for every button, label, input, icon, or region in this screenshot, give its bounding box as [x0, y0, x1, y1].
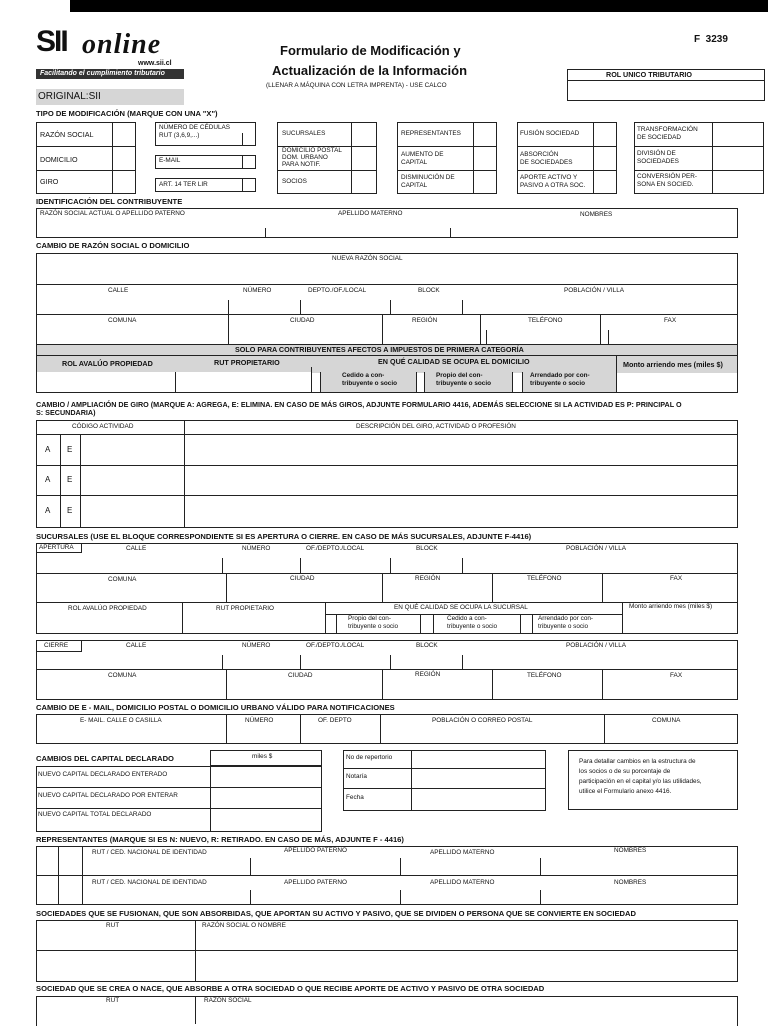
suc-depto: OF./DEPTO./LOCAL	[306, 545, 365, 552]
form-subtitle: (LLENAR A MÁQUINA CON LETRA IMPRENTA) - USE CALCO	[266, 82, 447, 89]
check-propio[interactable]	[417, 373, 424, 392]
capital-repertorio: No de repertorio	[346, 754, 393, 761]
tipo-conversion-2: SONA EN SOCIED.	[637, 181, 694, 188]
logo-sii: SII	[36, 25, 67, 58]
email-title: CAMBIO DE E - MAIL, DOMICILIO POSTAL O DOMICILIO URBANO VÁLIDO PARA NOTIFICACIONES	[36, 703, 395, 712]
check-division[interactable]	[713, 147, 763, 170]
repr-rut-input-2[interactable]	[83, 890, 249, 904]
telefono-input[interactable]	[487, 326, 599, 343]
cambio-arrendado-1: Arrendado por con-	[530, 372, 590, 379]
capital-nota-4: utilice el Formulario anexo 4416.	[579, 788, 672, 795]
cambio-monto: Monto arriendo mes (miles $)	[623, 360, 723, 369]
cambio-depto: DEPTO./OF./LOCAL	[308, 287, 367, 294]
soc1-rut-input-1[interactable]	[37, 932, 194, 949]
repr-materno-1: APELLIDO MATERNO	[430, 849, 495, 856]
form-title-1: Formulario de Modificación y	[280, 43, 461, 58]
repr-rut-1: RUT / CED. NACIONAL DE IDENTIDAD	[92, 849, 207, 856]
tipo-fusion: FUSIÓN SOCIEDAD	[520, 130, 580, 137]
suc-cierre: CIERRE	[44, 642, 69, 649]
ident-razon: RAZÓN SOCIAL ACTUAL O APELLIDO PATERNO	[40, 210, 185, 217]
cambio-rut-prop: RUT PROPIETARIO	[214, 358, 280, 367]
suc-calle: CALLE	[126, 545, 147, 552]
repr-materno-input-2[interactable]	[401, 890, 539, 904]
giro-a-3[interactable]: A	[45, 506, 51, 515]
cambio-telefono: TELÉFONO	[528, 317, 563, 324]
repr-rut-input-1[interactable]	[83, 860, 249, 874]
ident-nombres-input[interactable]	[451, 220, 737, 237]
suc-propio-1: Propio del con-	[348, 615, 391, 622]
logo-tagline: Facilitando el cumplimiento tributario	[40, 70, 165, 77]
tipo-aumento-2: CAPITAL	[401, 159, 428, 166]
rut-prop-input[interactable]	[176, 372, 311, 392]
apertura-rol-input[interactable]	[37, 614, 181, 633]
cierre-comuna: COMUNA	[108, 672, 137, 679]
cierre-ciudad: CIUDAD	[288, 672, 313, 679]
apertura-telefono-input[interactable]	[493, 585, 601, 601]
email-label: E- MAIL. CALLE O CASILLA	[80, 717, 162, 724]
email-numero: NÚMERO	[245, 717, 274, 724]
rol-input[interactable]	[37, 372, 175, 392]
giro-desc-input-1[interactable]	[185, 435, 737, 464]
cierre-poblacion: POBLACIÓN / VILLA	[566, 642, 627, 649]
ident-razon-input[interactable]	[37, 220, 264, 237]
tipo-aporte-1: APORTE ACTIVO Y	[520, 174, 578, 181]
cambio-calle: CALLE	[108, 287, 129, 294]
repr-check-n-1[interactable]	[37, 847, 58, 875]
email-poblacion: POBLACIÓN O CORREO POSTAL	[432, 717, 533, 724]
apertura-comuna-input[interactable]	[37, 585, 225, 601]
repr-paterno-2: APELLIDO PATERNO	[284, 879, 347, 886]
region-input[interactable]	[383, 326, 479, 343]
soc2-title: SOCIEDAD QUE SE CREA O NACE, QUE ABSORBE A OTRA SOCIEDAD O QUE RECIBE APORTE DE ACTIVO Y PASIVO DE OTRA SOCIEDAD	[36, 984, 545, 993]
check-arrendado[interactable]	[513, 373, 522, 392]
capital-notaria: Notaría	[346, 773, 367, 780]
check-socios[interactable]	[352, 171, 376, 193]
check-fusion[interactable]	[594, 123, 616, 146]
calle-input[interactable]	[37, 296, 227, 313]
suc-ciudad: CIUDAD	[290, 575, 315, 582]
cambio-block: BLOCK	[418, 287, 440, 294]
cierre-numero: NÚMERO	[242, 642, 271, 649]
giro-codigo-input-2[interactable]	[81, 466, 183, 494]
cambio-comuna: COMUNA	[108, 317, 137, 324]
repr-nombres-input-2[interactable]	[541, 890, 737, 904]
tipo-aporte-2: PASIVO A OTRA SOC.	[520, 182, 586, 189]
giro-e-3[interactable]: E	[67, 506, 73, 515]
tipo-disminucion-2: CAPITAL	[401, 182, 428, 189]
cierre-depto: OF./DEPTO./LOCAL	[306, 642, 365, 649]
check-art14[interactable]	[243, 179, 255, 191]
cierre-block: BLOCK	[416, 642, 438, 649]
suc-propio-2: tribuyente o socio	[348, 623, 399, 630]
tipo-representantes: REPRESENTANTES	[401, 130, 461, 137]
repr-nombres-2: NOMBRES	[614, 879, 647, 886]
soc1-rut: RUT	[106, 922, 120, 929]
capital-enterado-input[interactable]	[211, 767, 321, 787]
apertura-depto-input[interactable]	[301, 555, 389, 572]
numero-input[interactable]	[229, 296, 299, 313]
tipo-absorcion-2: DE SOCIEDADES	[520, 159, 573, 166]
soc1-rut-input-2[interactable]	[37, 951, 194, 981]
notaria-input[interactable]	[412, 769, 545, 788]
check-domicilio[interactable]	[113, 147, 135, 170]
cambio-solo: SOLO PARA CONTRIBUYENTES AFECTOS A IMPUESTOS DE PRIMERA CATEGORÍA	[235, 345, 524, 354]
logo-url: www.sii.cl	[138, 60, 172, 67]
tipo-art14: ART. 14 TER LIR	[159, 181, 208, 188]
suc-region: REGIÓN	[415, 575, 441, 582]
giro-codigo-input-1[interactable]	[81, 435, 183, 464]
cierre-fax-input[interactable]	[603, 682, 737, 699]
ident-materno-input[interactable]	[266, 220, 449, 237]
cambio-cedido-1: Cedido a con-	[342, 372, 385, 379]
suc-rut-prop: RUT PROPIETARIO	[216, 605, 274, 612]
suc-calidad: EN QUÉ CALIDAD SE OCUPA LA SUCURSAL	[394, 604, 528, 611]
apertura-check-propio[interactable]	[326, 615, 336, 633]
cambio-numero: NÚMERO	[243, 287, 272, 294]
apertura-numero-input[interactable]	[223, 555, 299, 572]
tipo-socios: SOCIOS	[282, 178, 307, 185]
suc-arrendado-1: Arrendado por con-	[538, 615, 594, 622]
check-email[interactable]	[243, 156, 255, 168]
cambio-rol: ROL AVALÚO PROPIEDAD	[62, 359, 153, 368]
tipo-absorcion-1: ABSORCIÓN	[520, 151, 559, 158]
repr-check-n-2[interactable]	[37, 876, 58, 904]
suc-poblacion: POBLACIÓN / VILLA	[566, 545, 627, 552]
capital-nota-3: participación en el capital y/o las utilidades,	[579, 778, 702, 785]
email-depto-input[interactable]	[301, 727, 379, 743]
cierre-telefono: TELÉFONO	[527, 672, 562, 679]
giro-desc-input-3[interactable]	[185, 496, 737, 527]
giro-e-2[interactable]: E	[67, 475, 73, 484]
tipo-disminucion-1: DISMINUCIÓN DE	[401, 174, 455, 181]
suc-monto: Monto arriendo mes (miles $)	[629, 603, 713, 610]
giro-e-1[interactable]: E	[67, 445, 73, 454]
capital-por-enterar: NUEVO CAPITAL DECLARADO POR ENTERAR	[38, 792, 178, 799]
cierre-region-input[interactable]	[383, 682, 491, 699]
tipo-aumento-1: AUMENTO DE	[401, 151, 444, 158]
nueva-razon-input[interactable]	[37, 265, 737, 283]
cierre-fax: FAX	[670, 672, 683, 679]
capital-enterado: NUEVO CAPITAL DECLARADO ENTERADO	[38, 771, 168, 778]
suc-fax: FAX	[670, 575, 683, 582]
cierre-calle: CALLE	[126, 642, 147, 649]
giro-codigo-input-3[interactable]	[81, 496, 183, 527]
tipo-dom-postal-3: PARA NOTIF.	[282, 161, 321, 168]
cambio-title: CAMBIO DE RAZÓN SOCIAL O DOMICILIO	[36, 241, 190, 250]
tipo-dom-postal-2: DOM. URBANO	[282, 154, 328, 161]
fecha-input[interactable]	[412, 789, 545, 810]
check-aporte[interactable]	[594, 171, 616, 193]
cambio-arrendado-2: tribuyente o socio	[530, 380, 586, 387]
comuna-input[interactable]	[37, 326, 227, 343]
repr-nombres-input-1[interactable]	[541, 860, 737, 874]
soc2-razon: RAZÓN SOCIAL	[204, 997, 252, 1004]
soc1-razon-input-1[interactable]	[196, 932, 737, 949]
rut-input[interactable]	[568, 81, 764, 100]
cierre-poblacion-input[interactable]	[463, 653, 737, 668]
repr-rut-2: RUT / CED. NACIONAL DE IDENTIDAD	[92, 879, 207, 886]
cierre-calle-input[interactable]	[37, 653, 221, 668]
email-comuna: COMUNA	[652, 717, 681, 724]
form-title-2: Actualización de la Información	[272, 63, 468, 78]
depto-input[interactable]	[301, 296, 389, 313]
cambio-cedido-2: tribuyente o socio	[342, 380, 398, 387]
check-aumento[interactable]	[474, 147, 496, 170]
repr-paterno-1: APELLIDO PATERNO	[284, 847, 347, 854]
cambio-ciudad: CIUDAD	[290, 317, 315, 324]
check-cedido[interactable]	[312, 373, 320, 392]
apertura-block-input[interactable]	[391, 555, 461, 572]
cambio-poblacion: POBLACIÓN / VILLA	[564, 287, 625, 294]
ident-title: IDENTIFICACIÓN DEL CONTRIBUYENTE	[36, 197, 183, 206]
suc-numero: NÚMERO	[242, 545, 271, 552]
giro-codigo: CÓDIGO ACTIVIDAD	[72, 423, 134, 430]
tipo-domicilio: DOMICILIO	[40, 155, 78, 164]
capital-total: NUEVO CAPITAL TOTAL DECLARADO	[38, 811, 152, 818]
giro-a-2[interactable]: A	[45, 475, 51, 484]
cambio-propio-2: tribuyente o socio	[436, 380, 492, 387]
cambio-fax: FAX	[664, 317, 677, 324]
capital-nota-2: los socios o de su porcentaje de	[579, 768, 671, 775]
giro-desc-input-2[interactable]	[185, 466, 737, 494]
suc-block: BLOCK	[416, 545, 438, 552]
cierre-comuna-input[interactable]	[37, 682, 225, 699]
soc1-razon: RAZÓN SOCIAL O NOMBRE	[202, 922, 286, 929]
repr-materno-input-1[interactable]	[401, 860, 539, 874]
apertura-poblacion-input[interactable]	[463, 555, 737, 572]
check-disminucion[interactable]	[474, 171, 496, 193]
capital-miles: miles $	[252, 753, 273, 760]
sucursales-title: SUCURSALES (USE EL BLOQUE CORRESPONDIENTE SI ES APERTURA O CIERRE. EN CASO DE MÁS SUCURSALES, ADJUNTE F-4416)	[36, 532, 532, 541]
original-label: ORIGINAL:SII	[38, 91, 101, 102]
cambio-region: REGIÓN	[412, 317, 438, 324]
tipo-title: TIPO DE MODIFICACIÓN (MARQUE CON UNA "X")	[36, 109, 218, 118]
suc-apertura: APERTURA	[39, 544, 74, 551]
ident-materno: APELLIDO MATERNO	[338, 210, 403, 217]
apertura-check-cedido[interactable]	[421, 615, 433, 633]
apertura-calle-input[interactable]	[37, 555, 221, 572]
repr-paterno-input-1[interactable]	[251, 860, 399, 874]
suc-comuna: COMUNA	[108, 576, 137, 583]
ciudad-input[interactable]	[229, 326, 381, 343]
cierre-ciudad-input[interactable]	[227, 682, 381, 699]
suc-rol: ROL AVALÚO PROPIEDAD	[68, 605, 147, 612]
ident-nombres: NOMBRES	[580, 211, 613, 218]
repr-check-r-2[interactable]	[59, 876, 82, 904]
monto-input[interactable]	[617, 373, 737, 392]
cambio-propio-1: Propio del con-	[436, 372, 483, 379]
tipo-division-1: DIVISIÓN DE	[637, 150, 676, 157]
check-giro[interactable]	[113, 171, 135, 193]
poblacion-input[interactable]	[463, 296, 737, 313]
check-conversion[interactable]	[713, 171, 763, 193]
giro-a-1[interactable]: A	[45, 445, 51, 454]
apertura-rut-prop-input[interactable]	[183, 614, 324, 633]
capital-fecha: Fecha	[346, 794, 364, 801]
check-dom-postal[interactable]	[352, 147, 376, 170]
rut-label: ROL UNICO TRIBUTARIO	[606, 70, 692, 79]
check-sucursales[interactable]	[352, 123, 376, 146]
soc1-title: SOCIEDADES QUE SE FUSIONAN, QUE SON ABSORBIDAS, QUE APORTAN SU ACTIVO Y PASIVO, QUE SE DIVIDEN O PERSONA QUE SE CONVIERTE EN SOCIEDAD	[36, 909, 636, 918]
block-input[interactable]	[391, 296, 461, 313]
repr-materno-2: APELLIDO MATERNO	[430, 879, 495, 886]
giro-descripcion: DESCRIPCIÓN DEL GIRO, ACTIVIDAD O PROFESIÓN	[356, 423, 516, 430]
cierre-numero-input[interactable]	[223, 653, 299, 668]
apertura-ciudad-input[interactable]	[227, 585, 381, 601]
check-cedulas[interactable]	[243, 133, 255, 145]
cierre-telefono-input[interactable]	[493, 682, 601, 699]
cambio-nueva: NUEVA RAZÓN SOCIAL	[332, 255, 403, 262]
cierre-block-input[interactable]	[391, 653, 461, 668]
tipo-dom-postal-1: DOMICILIO POSTAL	[282, 147, 342, 154]
soc2-razon-input[interactable]	[196, 1007, 737, 1024]
check-transformacion[interactable]	[713, 123, 763, 146]
repertorio-input[interactable]	[412, 751, 545, 768]
repr-paterno-input-2[interactable]	[251, 890, 399, 904]
check-razon-social[interactable]	[113, 123, 135, 146]
email-depto: OF. DEPTO	[318, 717, 352, 724]
tipo-cedulas-1: NÚMERO DE CÉDULAS	[159, 124, 231, 131]
tipo-division-2: SOCIEDADES	[637, 158, 679, 165]
cierre-depto-input[interactable]	[301, 653, 389, 668]
email-comuna-input[interactable]	[605, 727, 737, 743]
apertura-monto-input[interactable]	[623, 614, 737, 633]
top-bar	[70, 0, 768, 12]
cambio-calidad: EN QUÉ CALIDAD SE OCUPA EL DOMICILIO	[378, 357, 530, 366]
tipo-razon-social: RAZÓN SOCIAL	[40, 130, 94, 139]
tipo-transformacion-2: DE SOCIEDAD	[637, 134, 682, 141]
capital-por-enterar-input[interactable]	[211, 788, 321, 808]
suc-telefono: TELÉFONO	[527, 575, 562, 582]
email-poblacion-input[interactable]	[381, 727, 603, 743]
soc2-rut: RUT	[106, 997, 120, 1004]
email-numero-input[interactable]	[227, 727, 299, 743]
email-input[interactable]	[37, 727, 225, 743]
tipo-cedulas-2: RUT (3,6,9,...)	[159, 132, 200, 139]
tipo-giro: GIRO	[40, 177, 59, 186]
capital-title: CAMBIOS DEL CAPITAL DECLARADO	[36, 754, 174, 763]
repr-check-r-1[interactable]	[59, 847, 82, 875]
tipo-transformacion-1: TRANSFORMACIÓN	[637, 126, 698, 133]
check-absorcion[interactable]	[594, 147, 616, 170]
suc-cedido-2: tribuyente o socio	[447, 623, 498, 630]
sii-logo	[36, 26, 186, 82]
tipo-conversion-1: CONVERSIÓN PER-	[637, 173, 698, 180]
apertura-check-arrendado[interactable]	[521, 615, 532, 633]
apertura-fax-input[interactable]	[603, 585, 737, 601]
form-number: F 3239	[694, 34, 728, 45]
suc-arrendado-2: tribuyente o socio	[538, 623, 589, 630]
tipo-sucursales: SUCURSALES	[282, 130, 326, 137]
tipo-email: E-MAIL	[159, 157, 181, 164]
repr-nombres-1: NOMBRES	[614, 847, 647, 854]
giro-title-1: CAMBIO / AMPLIACIÓN DE GIRO (MARQUE A: AGREGA, E: ELIMINA. EN CASO DE MÁS GIROS, ADJUNTE FORMULARIO 4416, ADEMÁS SELECCIONE SI LA ACTIVIDAD ES P: PRINCIPAL O	[36, 400, 682, 409]
soc1-razon-input-2[interactable]	[196, 951, 737, 981]
capital-total-input[interactable]	[211, 809, 321, 831]
apertura-region-input[interactable]	[383, 585, 491, 601]
check-representantes[interactable]	[474, 123, 496, 146]
suc-cedido-1: Cedido a con-	[447, 615, 487, 622]
fax-input[interactable]	[609, 326, 737, 343]
giro-title-2: S: SECUNDARIA)	[36, 408, 96, 417]
logo-online: online	[82, 29, 162, 60]
cierre-region: REGIÓN	[415, 671, 441, 678]
repr-title: REPRESENTANTES (MARQUE SI ES N: NUEVO, R: RETIRADO. EN CASO DE MÁS, ADJUNTE F - 4416)	[36, 835, 404, 844]
soc2-rut-input[interactable]	[37, 1007, 194, 1024]
capital-nota-1: Para detallar cambios en la estructura de	[579, 758, 696, 765]
